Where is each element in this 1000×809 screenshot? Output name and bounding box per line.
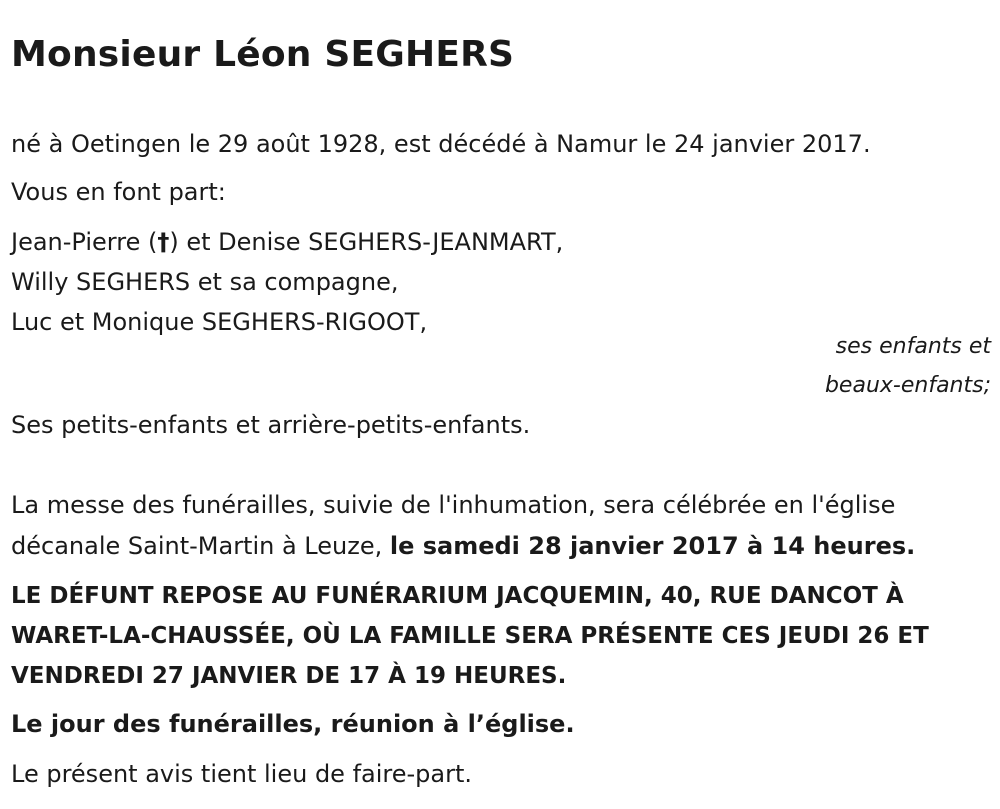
repose-block [11, 576, 991, 696]
mass-line1: La messe des funérailles, suivie de l'inhumation, sera célébrée en l'église [11, 491, 896, 519]
relation-label-line1: ses enfants et [835, 334, 991, 359]
grandchildren-line: Ses petits-enfants et arrière-petits-enfants. [11, 411, 531, 439]
page-title: Monsieur Léon SEGHERS [11, 34, 515, 75]
notice-line: Le présent avis tient lieu de faire-part. [11, 760, 473, 788]
mass-location: décanale Saint-Martin à Leuze, [11, 532, 390, 560]
cross-icon: † [157, 228, 170, 256]
meeting-line: Le jour des funérailles, réunion à l’église. [11, 710, 575, 738]
announcement-intro: Vous en font part: [11, 178, 226, 206]
repose-line3: VENDREDI 27 JANVIER DE 17 À 19 HEURES. [11, 663, 567, 689]
family-line-text: ) et Denise SEGHERS-JEANMART, [169, 228, 564, 256]
family-line-willy: Willy SEGHERS et sa compagne, [11, 268, 399, 296]
family-line-text: Jean-Pierre ( [11, 228, 158, 256]
repose-line2: WARET-LA-CHAUSSÉE, OÙ LA FAMILLE SERA PRÉSENTE CES JEUDI 26 ET [11, 623, 929, 649]
mass-date-time: le samedi 28 janvier 2017 à 14 heures. [389, 532, 916, 560]
repose-line1: LE DÉFUNT REPOSE AU FUNÉRARIUM JACQUEMIN, 40, RUE DANCOT À [11, 583, 904, 609]
family-line-jean-pierre [11, 227, 563, 257]
mass-line2 [11, 531, 915, 561]
relation-label-line2: beaux-enfants; [824, 373, 991, 398]
birth-death-line: né à Oetingen le 29 août 1928, est décédé à Namur le 24 janvier 2017. [11, 130, 871, 158]
family-line-luc: Luc et Monique SEGHERS-RIGOOT, [11, 308, 428, 336]
